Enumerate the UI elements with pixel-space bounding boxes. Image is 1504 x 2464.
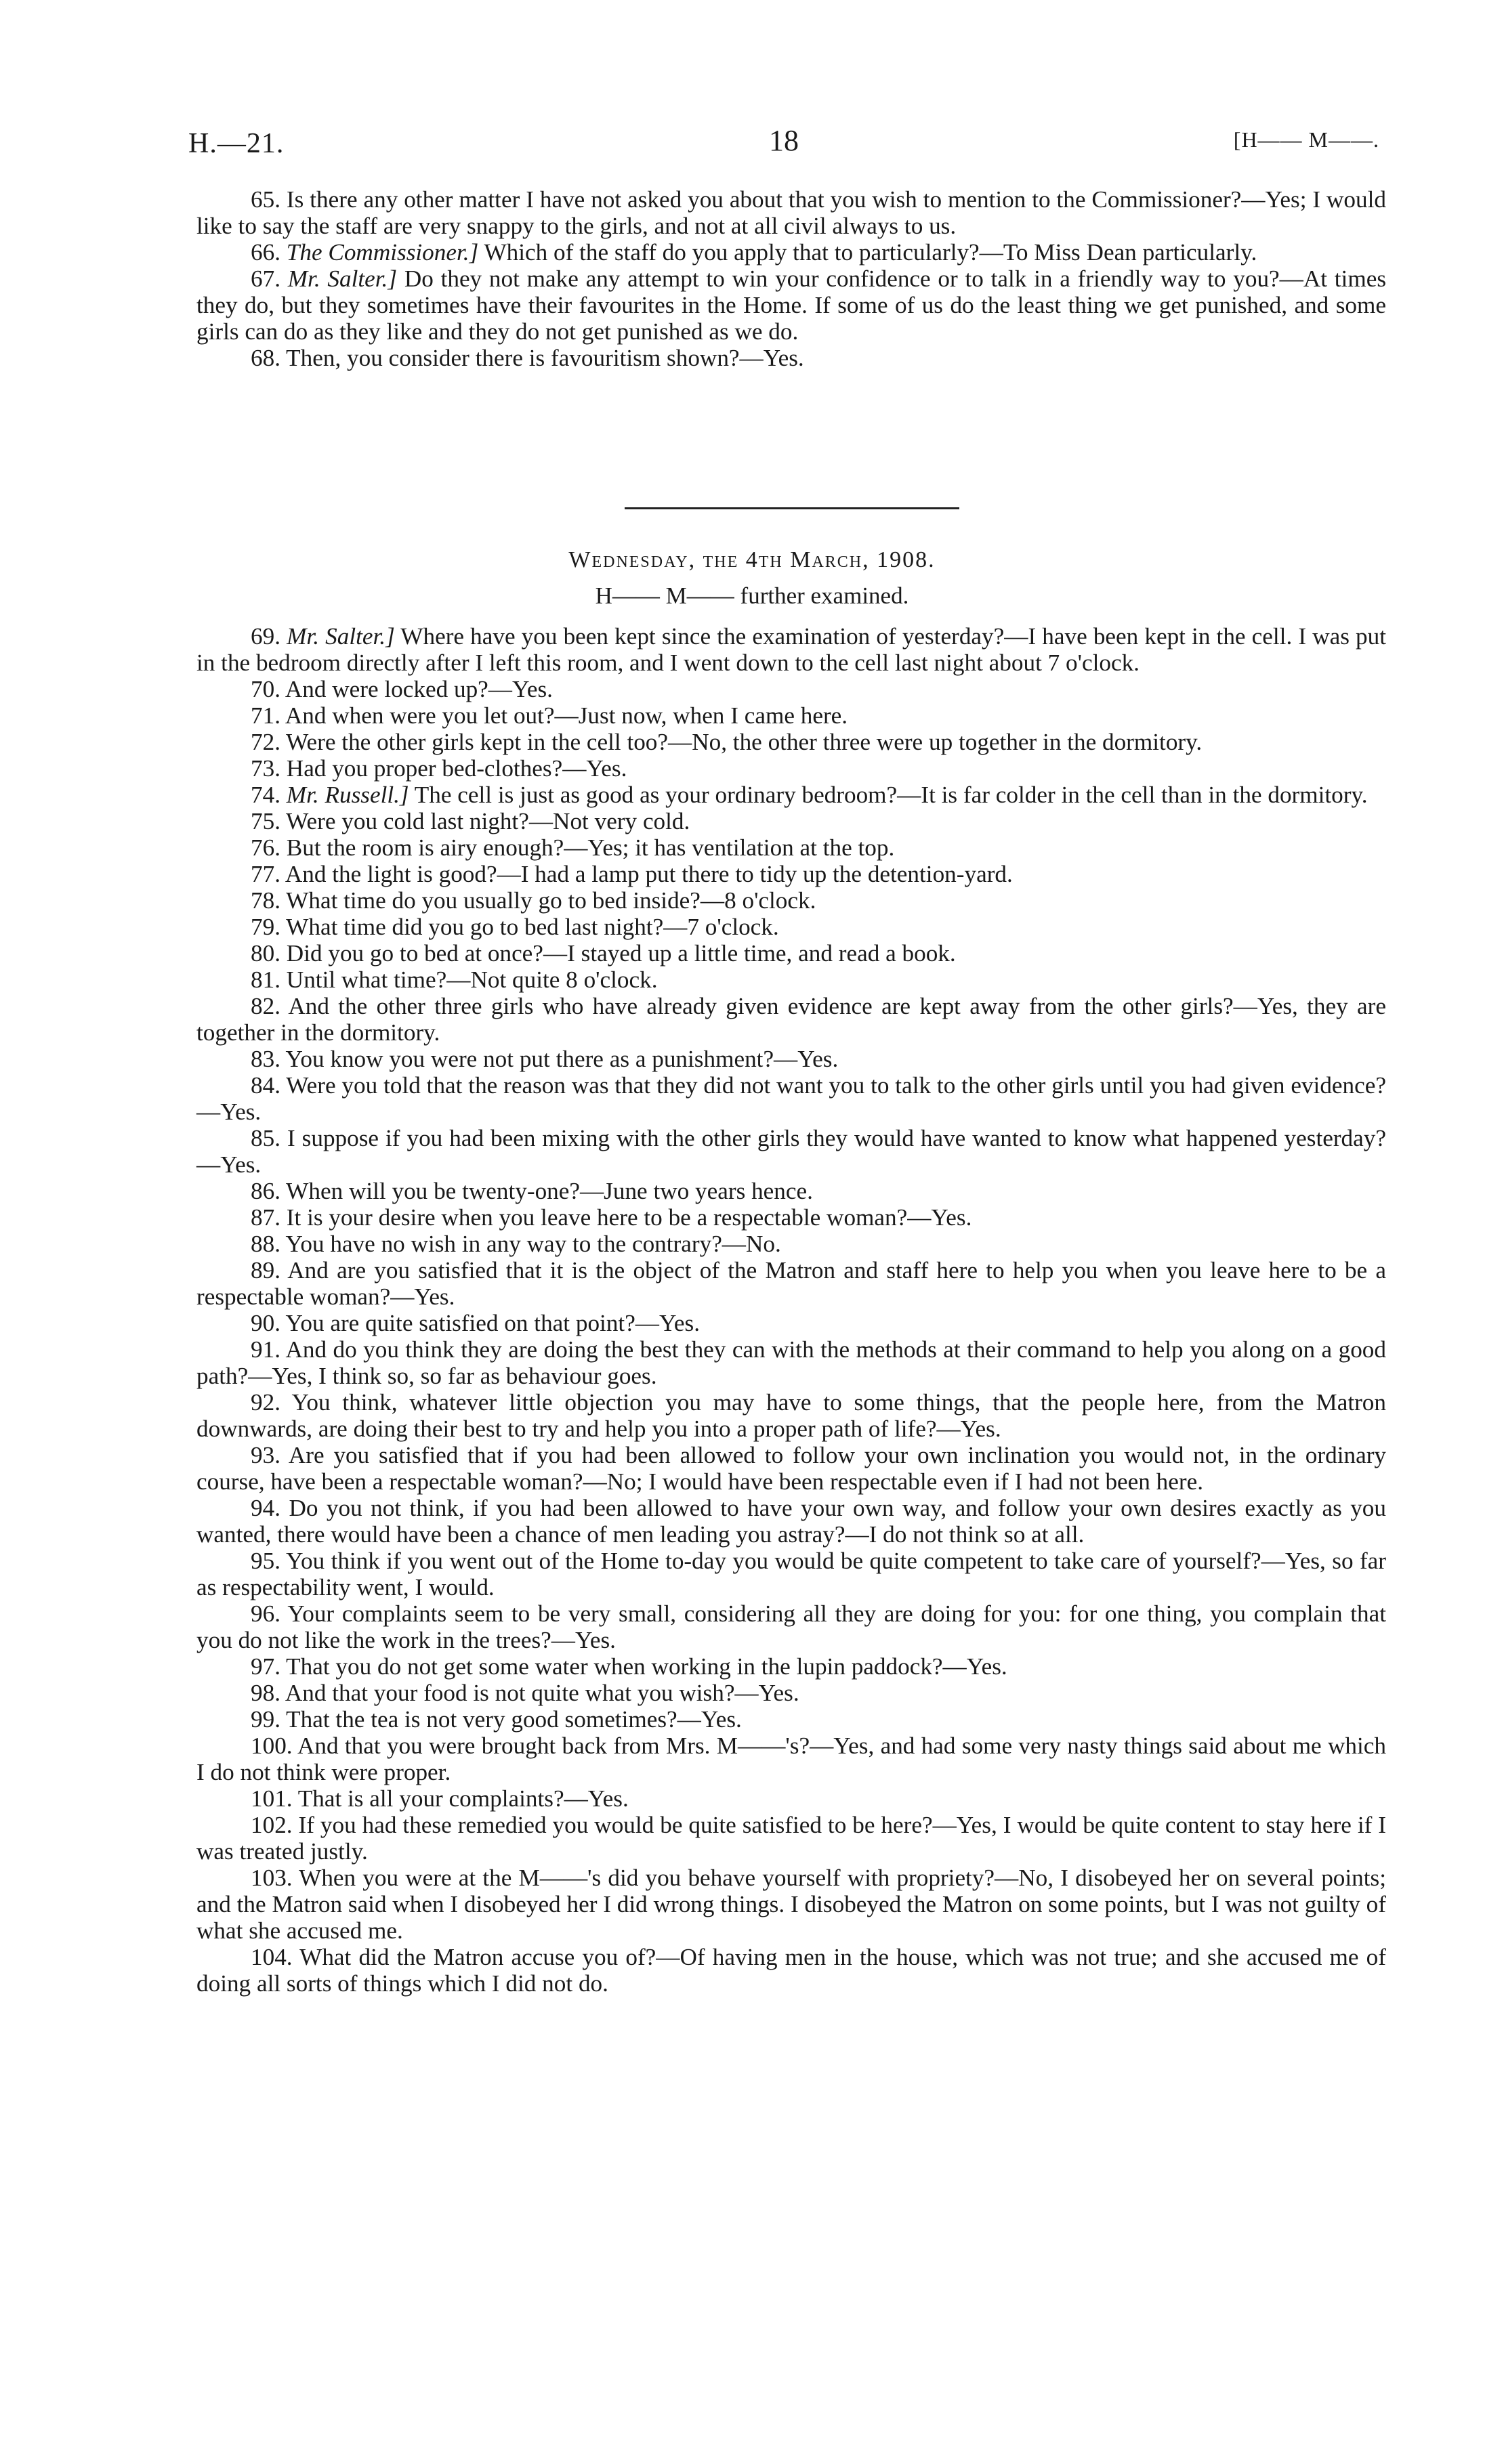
question-73: 73. Had you proper bed-clothes?—Yes. [251,755,627,782]
date-connector: , the [688,547,746,572]
weekday: Wednesday [568,547,689,572]
question-65: 65. Is there any other matter I have not asked you about that you wish to mention to the Commissioner?—Yes; I would like to say the staff are very snappy to the girls, and not at all civil always to us. [196,186,1386,239]
question-96: 96. Your complaints seem to be very small, considering all they are doing for you: for one thing, you complain that you do not like the work in the trees?—Yes. [196,1600,1386,1653]
question-number: 67. [251,265,280,292]
section-divider [625,507,959,509]
page-header [188,124,1379,168]
question-84: 84. Were you told that the reason was that they did not want you to talk to the other girls until you had given evidence?—Yes. [196,1072,1386,1125]
question-100: 100. And that you were brought back from Mrs. M——'s?—Yes, and had some very nasty things said about me which I do not think were proper. [196,1733,1386,1785]
question-92: 92. You think, whatever little objection you may have to some things, that the people here, from the Matron downwards, are doing their best to try and help you into a proper path of life?—Yes. [196,1389,1386,1442]
question-69 [196,623,1386,676]
year: , 1908. [862,547,936,572]
question-91: 91. And do you think they are doing the best they can with the methods at their command to help you along on a good path?—Yes, I think so, so far as behaviour goes. [196,1336,1386,1389]
examination-subheading: H—— M—— further examined. [595,582,909,609]
question-87: 87. It is your desire when you leave here to be a respectable woman?—Yes. [251,1204,972,1231]
question-85: 85. I suppose if you had been mixing with the other girls they would have wanted to know what happened yesterday?—Yes. [196,1125,1386,1178]
witness-name: [H—— M——. [1233,127,1379,152]
question-88: 88. You have no wish in any way to the contrary?—No. [251,1231,781,1257]
question-number: 69. [251,623,280,650]
question-67 [196,265,1386,345]
page-number: 18 [769,124,799,157]
speaker: The Commissioner.] [286,239,479,265]
date: 4th March [745,547,863,572]
question-71: 71. And when were you let out?—Just now, when I came here. [251,702,848,729]
question-78: 78. What time do you usually go to bed inside?—8 o'clock. [251,887,816,914]
question-74 [196,782,1386,808]
question-number: 66. [251,239,280,265]
question-101: 101. That is all your complaints?—Yes. [251,1785,629,1812]
question-83: 83. You know you were not put there as a punishment?—Yes. [251,1046,839,1072]
question-72: 72. Were the other girls kept in the cell too?—No, the other three were up together in the dormitory. [251,729,1203,755]
date-heading [0,547,1504,573]
report-code: H.—21. [188,128,285,159]
question-80: 80. Did you go to bed at once?—I stayed up a little time, and read a book. [251,940,956,967]
question-90: 90. You are quite satisfied on that point?—Yes. [251,1310,700,1336]
question-76: 76. But the room is airy enough?—Yes; it has ventilation at the top. [251,834,895,861]
question-text: Do they not make any attempt to win your confidence or to talk in a friendly way to you?—At times they do, but they sometimes have their favourites in the Home. If some of us do the least thing we get punished, and some girls can do as they like and they do not get punished as we do. [196,265,1387,345]
question-81: 81. Until what time?—Not quite 8 o'clock. [251,967,658,993]
testimony-section-2 [196,623,1386,1997]
question-97: 97. That you do not get some water when working in the lupin paddock?—Yes. [251,1653,1007,1680]
question-82: 82. And the other three girls who have already given evidence are kept away from the other girls?—Yes, they are together in the dormitory. [196,993,1386,1046]
speaker: Mr. Salter.] [287,265,398,292]
question-75: 75. Were you cold last night?—Not very cold. [251,808,690,834]
testimony-section-1 [196,186,1386,371]
question-86: 86. When will you be twenty-one?—June two years hence. [251,1178,813,1204]
question-text: Which of the staff do you apply that to particularly?—To Miss Dean particularly. [484,239,1257,265]
question-77: 77. And the light is good?—I had a lamp put there to tidy up the detention-yard. [251,861,1013,887]
question-66 [196,239,1386,265]
speaker: Mr. Russell.] [286,782,409,808]
question-text: Where have you been kept since the examination of yesterday?—I have been kept in the cell. I was put in the bedroom directly after I left this room, and I went down to the cell last night about 7 o'clock. [196,623,1386,676]
question-102: 102. If you had these remedied you would be quite satisfied to be here?—Yes, I would be quite content to stay here if I was treated justly. [196,1812,1386,1865]
question-number: 74. [251,782,280,808]
question-text: The cell is just as good as your ordinary bedroom?—It is far colder in the cell than in the dormitory. [414,782,1368,808]
question-103: 103. When you were at the M——'s did you behave yourself with propriety?—No, I disobeyed her on several points; and the Matron said when I disobeyed her I did wrong things. I disobeyed the Matron on some points, but I was not guilty of what she accused me. [196,1865,1386,1944]
question-68: 68. Then, you consider there is favouritism shown?—Yes. [251,345,804,371]
question-98: 98. And that your food is not quite what you wish?—Yes. [251,1680,799,1706]
question-89: 89. And are you satisfied that it is the object of the Matron and staff here to help you when you leave here to be a respectable woman?—Yes. [196,1257,1386,1310]
speaker: Mr. Salter.] [287,623,395,650]
question-70: 70. And were locked up?—Yes. [251,676,553,702]
question-94: 94. Do you not think, if you had been allowed to have your own way, and follow your own desires exactly as you wanted, there would have been a chance of men leading you astray?—I do not think so at all. [196,1495,1386,1548]
question-95: 95. You think if you went out of the Home to-day you would be quite competent to take care of yourself?—Yes, so far as respectability went, I would. [196,1548,1386,1600]
question-93: 93. Are you satisfied that if you had been allowed to follow your own inclination you would not, in the ordinary course, have been a respectable woman?—No; I would have been respectable even if I had not been here. [196,1442,1386,1495]
question-104: 104. What did the Matron accuse you of?—Of having men in the house, which was not true; and she accused me of doing all sorts of things which I did not do. [196,1944,1386,1997]
question-79: 79. What time did you go to bed last night?—7 o'clock. [251,914,779,940]
question-99: 99. That the tea is not very good sometimes?—Yes. [251,1706,742,1733]
